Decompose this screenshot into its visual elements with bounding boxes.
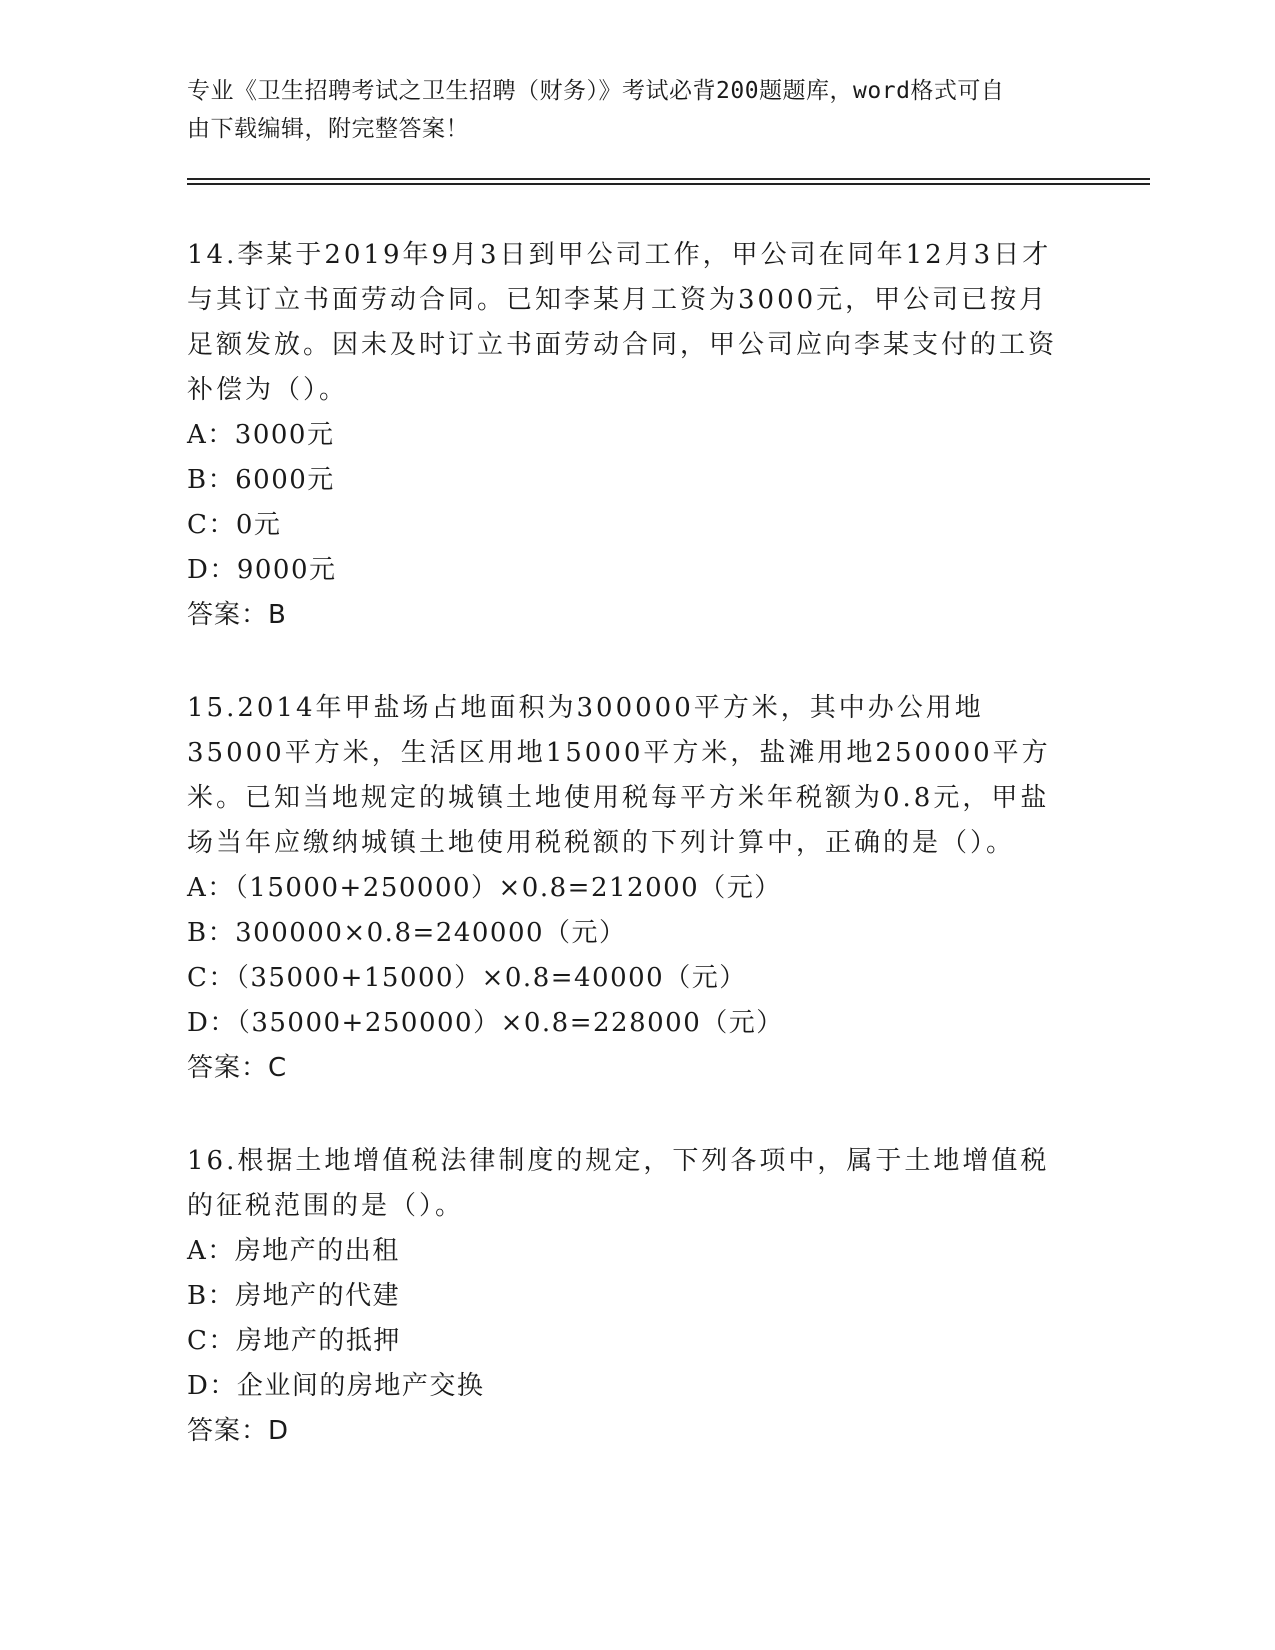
option-c: C：房地产的抵押 xyxy=(187,1326,401,1356)
header-divider-bottom xyxy=(187,183,1150,185)
option-b: B：6000元 xyxy=(187,465,335,495)
option-a: A：3000元 xyxy=(187,420,335,450)
document-header xyxy=(187,72,1087,148)
option-b: B：房地产的代建 xyxy=(187,1281,401,1311)
option-b: B：300000×0.8=240000（元） xyxy=(187,918,627,948)
question-stem: 15.2014年甲盐场占地面积为300000平方米，其中办公用地35000平方米，生活区用地15000平方米，盐滩用地250000平方米。已知当地规定的城镇土地使用税每平方米年税额为0.8元，甲盐场当年应缴纳城镇土地使用税税额的下列计算中，正确的是（）。 xyxy=(187,693,1051,858)
header-line-2: 由下载编辑，附完整答案！ xyxy=(187,116,469,142)
question-stem: 16.根据土地增值税法律制度的规定，下列各项中，属于土地增值税的征税范围的是（）。 xyxy=(187,1146,1050,1221)
question-16 xyxy=(187,1139,1077,1454)
question-14 xyxy=(187,233,1077,638)
header-line-1: 专业《卫生招聘考试之卫生招聘（财务）》考试必背200题题库，word格式可自 xyxy=(187,78,1005,104)
answer: 答案：B xyxy=(187,600,287,630)
option-c: C：0元 xyxy=(187,510,282,540)
option-d: D：企业间的房地产交换 xyxy=(187,1371,485,1401)
option-d: D：（35000+250000）×0.8=228000（元） xyxy=(187,1008,784,1038)
question-15 xyxy=(187,686,1077,1091)
option-c: C：（35000+15000）×0.8=40000（元） xyxy=(187,963,747,993)
answer: 答案：D xyxy=(187,1416,290,1446)
option-a: A：（15000+250000）×0.8=212000（元） xyxy=(187,873,782,903)
question-stem: 14.李某于2019年9月3日到甲公司工作，甲公司在同年12月3日才与其订立书面劳动合同。已知李某月工资为3000元，甲公司已按月足额发放。因未及时订立书面劳动合同，甲公司应向李某支付的工资补偿为（）。 xyxy=(187,240,1058,405)
header-divider-top xyxy=(187,178,1150,180)
option-d: D：9000元 xyxy=(187,555,337,585)
answer: 答案：C xyxy=(187,1053,288,1083)
option-a: A：房地产的出租 xyxy=(187,1236,400,1266)
